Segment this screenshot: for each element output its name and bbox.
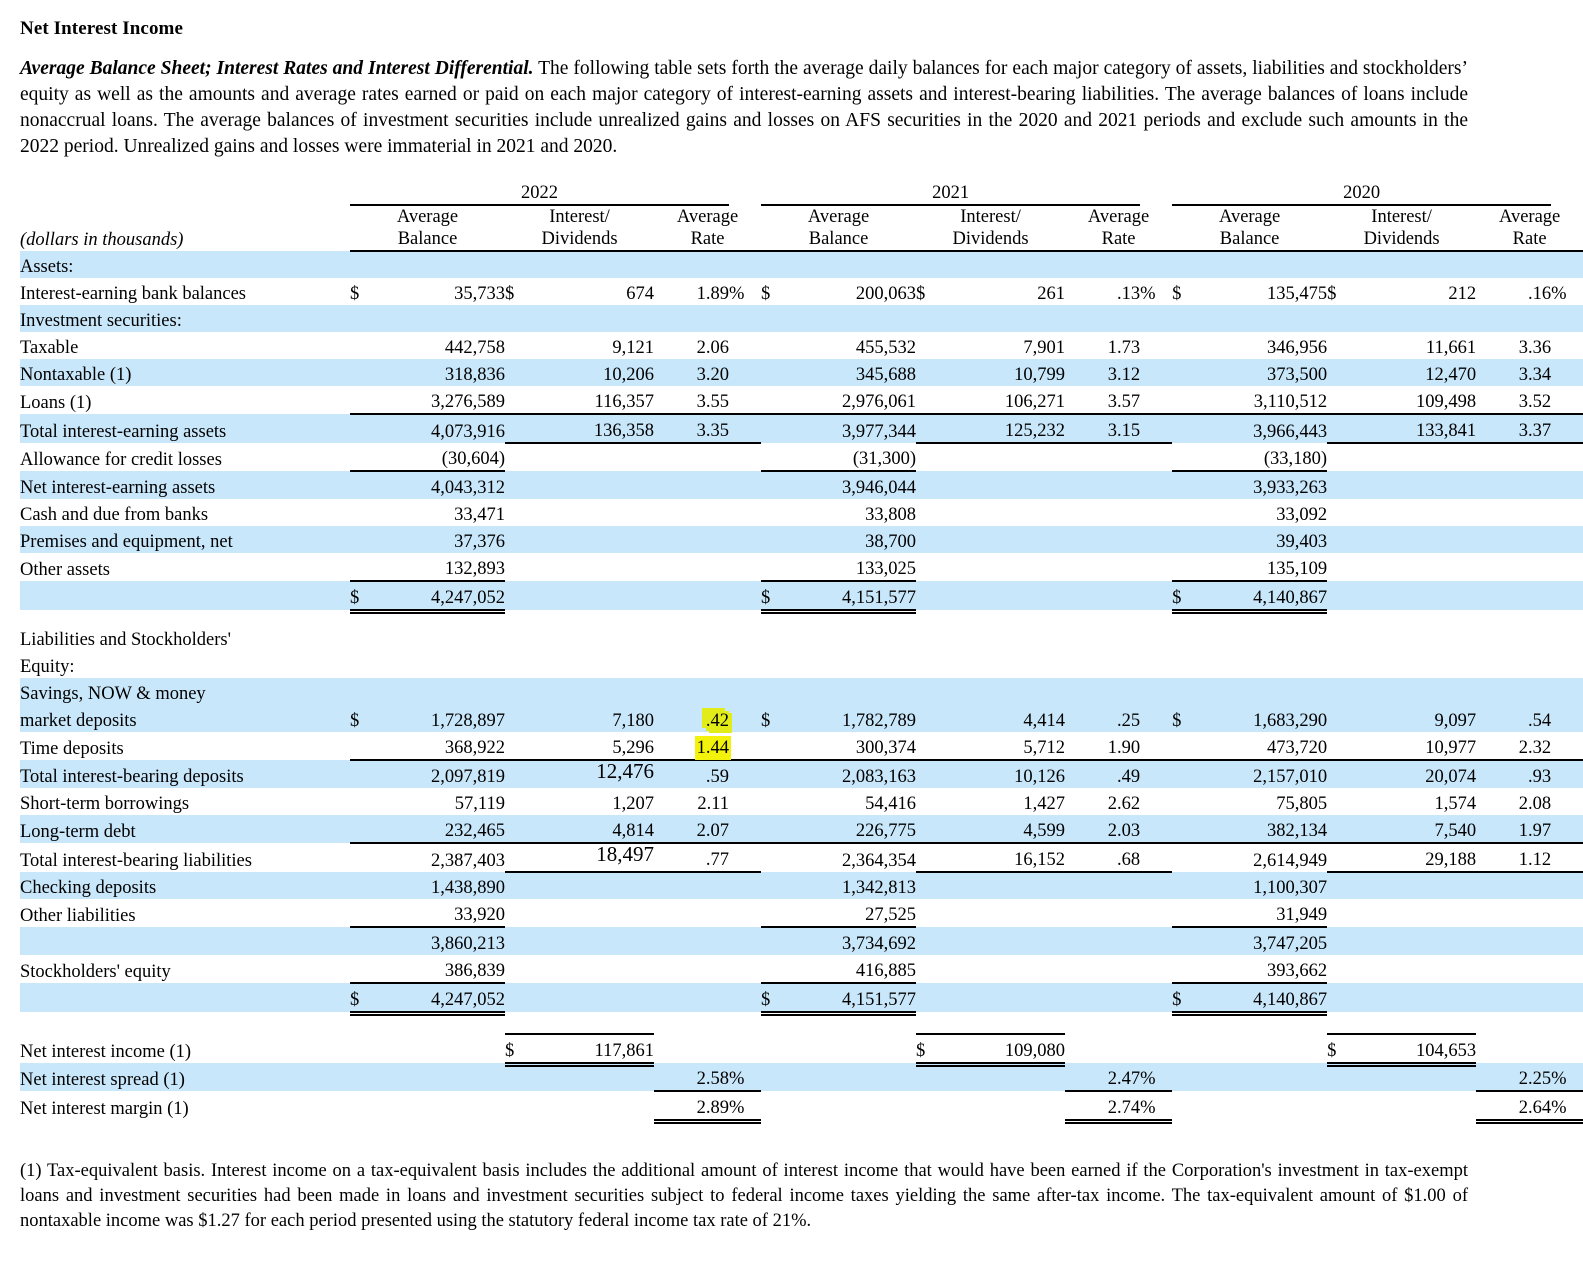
cell-balance-2020: 382,134 [1198,815,1327,843]
cell-percent: % [1140,278,1172,305]
cell-balance-2021: 2,364,354 [787,843,916,872]
cell-percent: % [1551,1063,1583,1091]
row-label-short-term-borrowings: Short-term borrowings [20,788,350,815]
cell-balance-2020: (33,180) [1198,443,1327,471]
cell-balance-2022: 3,276,589 [376,386,505,414]
cell-balance-2021: 27,525 [787,899,916,927]
cell-balance-2021: 4,151,577 [787,983,916,1012]
header-avg-balance-2021: Average Balance [761,205,916,251]
cell-balance-2021: 54,416 [787,788,916,815]
header-interest-dividends-2021: Interest/ Dividends [916,205,1065,251]
table-row [20,624,1583,651]
table-row [20,553,1583,581]
table-row [20,332,1583,359]
cell-interest-2021: 5,712 [942,732,1065,760]
cell-net-interest-margin-2022: 2.89 [654,1091,729,1120]
cell-balance-2020: 346,956 [1198,332,1327,359]
row-label-taxable: Taxable [20,332,350,359]
cell-interest-2022: 5,296 [531,732,654,760]
header-interest-dividends-2022: Interest/ Dividends [505,205,654,251]
row-label-long-term-debt: Long-term debt [20,815,350,843]
row-label-total-liabilities [20,927,350,955]
cell-rate-2020: 3.34 [1476,359,1551,386]
cell-balance-2022: 4,247,052 [376,581,505,610]
cell-balance-2020: 3,747,205 [1198,927,1327,955]
table-row [20,651,1583,678]
header-avg-rate-2020: Average Rate [1476,205,1583,251]
row-label-net-interest-earning-assets: Net interest-earning assets [20,471,350,499]
cell-interest-2022: 12,476 [531,760,654,788]
cell-percent: % [1140,1063,1172,1091]
row-label-net-interest-income: Net interest income (1) [20,1034,350,1063]
cell-rate-2022: 2.11 [654,788,729,815]
table-row [20,843,1583,872]
cell-balance-2021: 4,151,577 [787,581,916,610]
cell-interest-2020: 29,188 [1353,843,1476,872]
cell-balance-2020: 3,933,263 [1198,471,1327,499]
cell-balance-2022: 442,758 [376,332,505,359]
cell-net-interest-margin-2021: 2.74 [1065,1091,1140,1120]
liabilities-section-header-line2: Equity: [20,651,350,678]
cell-rate-2022 [654,732,729,760]
header-avg-balance-2020: Average Balance [1172,205,1327,251]
cell-interest-2021: 16,152 [942,843,1065,872]
cell-balance-2021: 200,063 [787,278,916,305]
cell-balance-2022: 232,465 [376,815,505,843]
year-header-2022: 2022 [350,178,729,205]
cell-rate-2021: 2.62 [1065,788,1140,815]
header-avg-rate-2021: Average Rate [1065,205,1172,251]
cell-percent: % [729,1063,761,1091]
cell-dollar: $ [916,1034,942,1063]
cell-interest-2021: 261 [942,278,1065,305]
cell-net-interest-spread-2022: 2.58 [654,1063,729,1091]
intro-body-text: The following table sets forth the average daily balances for each major category of assets, liabilities and stockholders’ equity as well as the amounts and average rates earned or paid on each major category of interest-earning assets and interest-bearing liabilities. The average balances of loans include nonaccrual loans. The average balances of investment securities include unrealized gains and losses on AFS securities in the 2020 and 2021 periods and exclude such amounts in the 2022 period. Unrealized gains and losses were immaterial in 2021 and 2020. [20,58,1468,157]
cell-balance-2020: 135,475 [1198,278,1327,305]
table-row [20,581,1583,610]
cell-dollar: $ [1172,983,1198,1012]
table-row [20,705,1583,732]
row-label-total-assets [20,581,350,610]
cell-rate-2021: 2.03 [1065,815,1140,843]
cell-dollar: $ [1172,278,1198,305]
table-row [20,815,1583,843]
cell-dollar: $ [350,983,376,1012]
year-header-row [20,178,1583,205]
cell-balance-2020: 473,720 [1198,732,1327,760]
cell-rate-2022: 2.06 [654,332,729,359]
cell-rate-2021: .49 [1065,760,1140,788]
cell-balance-2022: 132,893 [376,553,505,581]
units-note: (dollars in thousands) [20,205,350,251]
cell-balance-2020: 373,500 [1198,359,1327,386]
cell-interest-2022: 10,206 [531,359,654,386]
cell-interest-2022: 1,207 [531,788,654,815]
intro-lead-in: Average Balance Sheet; Interest Rates and Interest Differential. [20,58,534,79]
cell-dollar: $ [761,278,787,305]
cell-rate-2020: 2.08 [1476,788,1551,815]
cell-balance-2022: 4,043,312 [376,471,505,499]
cell-dollar: $ [761,983,787,1012]
cell-balance-2022: 318,836 [376,359,505,386]
cell-interest-2020: 9,097 [1353,705,1476,732]
cell-rate-2021: 1.73 [1065,332,1140,359]
cell-balance-2022: 1,438,890 [376,872,505,899]
year-header-2020: 2020 [1172,178,1551,205]
cell-balance-2022: 37,376 [376,526,505,553]
row-label-total-interest-bearing-deposits: Total interest-bearing deposits [20,760,350,788]
cell-net-interest-spread-2021: 2.47 [1065,1063,1140,1091]
cell-dollar: $ [505,1034,531,1063]
row-label-nontaxable: Nontaxable (1) [20,359,350,386]
cell-rate-2020: 2.32 [1476,732,1551,760]
cell-interest-2020: 10,977 [1353,732,1476,760]
cell-rate-2021: 3.15 [1065,414,1140,443]
cell-interest-2022: 18,497 [531,843,654,872]
cell-interest-2022: 7,180 [531,705,654,732]
row-label-cash-and-due-from-banks: Cash and due from banks [20,499,350,526]
cell-interest-2021: 125,232 [942,414,1065,443]
cell-balance-2020: 4,140,867 [1198,581,1327,610]
cell-rate-2020: 3.52 [1476,386,1551,414]
cell-percent: % [1551,278,1583,305]
table-row [20,305,1583,332]
cell-rate-2021: .25 [1065,705,1140,732]
cell-percent: % [729,1091,761,1120]
table-row [20,251,1583,278]
header-interest-dividends-2020: Interest/ Dividends [1327,205,1476,251]
table-row [20,788,1583,815]
cell-interest-2022: 4,814 [531,815,654,843]
cell-rate-2020: 3.37 [1476,414,1551,443]
footnote-tax-equivalent-basis: (1) Tax-equivalent basis. Interest income on a tax-equivalent basis includes the additional amount of interest income that would have been earned if the Corporation's investment in tax-exempt loans and investment securities had been made in loans and investment securities subject to federal income taxes yielding the same after-tax income. The tax-equivalent amount of $1.00 of nontaxable income was $1.27 for each period presented using the statutory federal income tax rate of 21%. [20,1161,1468,1231]
cell-percent: % [1551,1091,1583,1120]
cell-rate-2021: .13 [1065,278,1140,305]
cell-rate-2021: 3.57 [1065,386,1140,414]
cell-balance-2022: 35,733 [376,278,505,305]
cell-balance-2022: 2,097,819 [376,760,505,788]
cell-balance-2021: 416,885 [787,955,916,983]
table-row [20,499,1583,526]
intro-paragraph [20,56,1468,160]
cell-rate-2021: 3.12 [1065,359,1140,386]
cell-dollar: $ [1327,278,1353,305]
cell-net-interest-margin-2020: 2.64 [1476,1091,1551,1120]
cell-balance-2021: 1,782,789 [787,705,916,732]
cell-rate-2022: 2.07 [654,815,729,843]
cell-balance-2022: 57,119 [376,788,505,815]
cell-interest-2020: 20,074 [1353,760,1476,788]
cell-dollar: $ [1172,705,1198,732]
cell-balance-2020: 39,403 [1198,526,1327,553]
cell-rate-2022: .59 [654,760,729,788]
row-label-total-interest-bearing-liabilities: Total interest-bearing liabilities [20,843,350,872]
cell-rate-2022 [654,705,729,732]
cell-interest-2020: 109,498 [1353,386,1476,414]
cell-balance-2020: 2,614,949 [1198,843,1327,872]
table-row [20,760,1583,788]
cell-balance-2022: 4,247,052 [376,983,505,1012]
cell-interest-2021: 1,427 [942,788,1065,815]
cell-balance-2021: 2,976,061 [787,386,916,414]
cell-interest-2021: 7,901 [942,332,1065,359]
row-label-interest-earning-bank-balances: Interest-earning bank balances [20,278,350,305]
cell-interest-2020: 133,841 [1353,414,1476,443]
cell-balance-2021: 38,700 [787,526,916,553]
row-label-net-interest-margin: Net interest margin (1) [20,1091,350,1120]
cell-rate-2022: 3.20 [654,359,729,386]
table-row [20,872,1583,899]
assets-section-header: Assets: [20,251,350,278]
cell-dollar: $ [761,705,787,732]
table-row [20,1091,1583,1120]
cell-rate-2020: .54 [1476,705,1551,732]
cell-balance-2022: 2,387,403 [376,843,505,872]
cell-net-interest-income-2022: 117,861 [531,1034,654,1063]
year-header-2021: 2021 [761,178,1140,205]
cell-balance-2021: 133,025 [787,553,916,581]
table-row [20,443,1583,471]
row-label-investment-securities: Investment securities: [20,305,350,332]
cell-balance-2022: 368,922 [376,732,505,760]
row-label-savings-line1: Savings, NOW & money [20,678,350,705]
page-title: Net Interest Income [20,18,184,39]
highlight-time-deposits-rate-2022: 1.44 [696,738,730,758]
cell-rate-2021: .68 [1065,843,1140,872]
table-row [20,359,1583,386]
cell-balance-2021: 2,083,163 [787,760,916,788]
cell-balance-2021: 455,532 [787,332,916,359]
table-row [20,732,1583,760]
cell-rate-2022: 1.89 [654,278,729,305]
cell-dollar: $ [505,278,531,305]
cell-rate-2020: 3.36 [1476,332,1551,359]
average-balance-sheet-table [20,178,1583,1121]
table-row [20,278,1583,305]
row-label-savings-line2: market deposits [20,705,350,732]
cell-balance-2020: 1,100,307 [1198,872,1327,899]
cell-net-interest-spread-2020: 2.25 [1476,1063,1551,1091]
table-row [20,526,1583,553]
row-label-allowance-for-credit-losses: Allowance for credit losses [20,443,350,471]
cell-balance-2022: 33,471 [376,499,505,526]
cell-balance-2022: (30,604) [376,443,505,471]
cell-balance-2020: 2,157,010 [1198,760,1327,788]
cell-percent: % [729,278,761,305]
cell-balance-2022: 1,728,897 [376,705,505,732]
header-avg-rate-2022: Average Rate [654,205,761,251]
cell-rate-2021: 1.90 [1065,732,1140,760]
cell-balance-2020: 33,092 [1198,499,1327,526]
row-label-total-interest-earning-assets: Total interest-earning assets [20,414,350,443]
cell-interest-2020: 11,661 [1353,332,1476,359]
cell-net-interest-income-2021: 109,080 [942,1034,1065,1063]
cell-balance-2021: (31,300) [787,443,916,471]
row-label-net-interest-spread: Net interest spread (1) [20,1063,350,1091]
table-row [20,1034,1583,1063]
cell-interest-2022: 9,121 [531,332,654,359]
cell-interest-2021: 10,126 [942,760,1065,788]
cell-interest-2020: 12,470 [1353,359,1476,386]
table-row [20,386,1583,414]
cell-rate-2020: .16 [1476,278,1551,305]
row-label-premises-and-equipment: Premises and equipment, net [20,526,350,553]
cell-rate-2022: .77 [654,843,729,872]
cell-rate-2020: 1.97 [1476,815,1551,843]
cell-dollar: $ [1327,1034,1353,1063]
cell-balance-2022: 3,860,213 [376,927,505,955]
cell-dollar: $ [1172,581,1198,610]
cell-interest-2021: 4,414 [942,705,1065,732]
cell-balance-2021: 1,342,813 [787,872,916,899]
cell-dollar: $ [761,581,787,610]
cell-balance-2022: 4,073,916 [376,414,505,443]
row-label-total-liabilities-and-equity [20,983,350,1012]
cell-dollar: $ [350,705,376,732]
cell-dollar: $ [916,278,942,305]
row-label-checking-deposits: Checking deposits [20,872,350,899]
cell-balance-2020: 75,805 [1198,788,1327,815]
table-row [20,955,1583,983]
table-row [20,414,1583,443]
table-row [20,899,1583,927]
cell-interest-2021: 10,799 [942,359,1065,386]
table-row [20,471,1583,499]
cell-balance-2020: 1,683,290 [1198,705,1327,732]
cell-net-interest-income-2020: 104,653 [1353,1034,1476,1063]
cell-balance-2020: 393,662 [1198,955,1327,983]
cell-balance-2021: 3,946,044 [787,471,916,499]
cell-balance-2022: 33,920 [376,899,505,927]
table-row [20,927,1583,955]
cell-interest-2022: 116,357 [531,386,654,414]
cell-balance-2020: 31,949 [1198,899,1327,927]
cell-rate-2022: 3.55 [654,386,729,414]
cell-balance-2020: 3,110,512 [1198,386,1327,414]
cell-rate-2020: 1.12 [1476,843,1551,872]
cell-balance-2021: 226,775 [787,815,916,843]
table-row [20,678,1583,705]
table-row [20,1063,1583,1091]
cell-balance-2020: 4,140,867 [1198,983,1327,1012]
header-avg-balance-2022: Average Balance [350,205,505,251]
cell-dollar: $ [350,278,376,305]
cell-percent: % [1140,1091,1172,1120]
cell-interest-2022: 136,358 [531,414,654,443]
cell-interest-2021: 106,271 [942,386,1065,414]
cell-balance-2021: 3,734,692 [787,927,916,955]
cell-interest-2020: 212 [1353,278,1476,305]
cell-dollar: $ [350,581,376,610]
cell-balance-2021: 300,374 [787,732,916,760]
row-label-other-assets: Other assets [20,553,350,581]
row-label-stockholders-equity: Stockholders' equity [20,955,350,983]
cell-rate-2022: 3.35 [654,414,729,443]
liabilities-section-header-line1: Liabilities and Stockholders' [20,624,350,651]
row-label-other-liabilities: Other liabilities [20,899,350,927]
row-label-time-deposits: Time deposits [20,732,350,760]
cell-balance-2020: 3,966,443 [1198,414,1327,443]
table-row [20,983,1583,1012]
highlight-savings-rate-2022: .42 [705,711,730,731]
cell-balance-2021: 345,688 [787,359,916,386]
cell-balance-2022: 386,839 [376,955,505,983]
cell-balance-2021: 3,977,344 [787,414,916,443]
cell-rate-2020: .93 [1476,760,1551,788]
cell-balance-2020: 135,109 [1198,553,1327,581]
cell-interest-2020: 1,574 [1353,788,1476,815]
row-label-loans: Loans (1) [20,386,350,414]
cell-interest-2022: 674 [531,278,654,305]
cell-balance-2021: 33,808 [787,499,916,526]
column-header-row [20,205,1583,251]
cell-interest-2020: 7,540 [1353,815,1476,843]
cell-interest-2021: 4,599 [942,815,1065,843]
